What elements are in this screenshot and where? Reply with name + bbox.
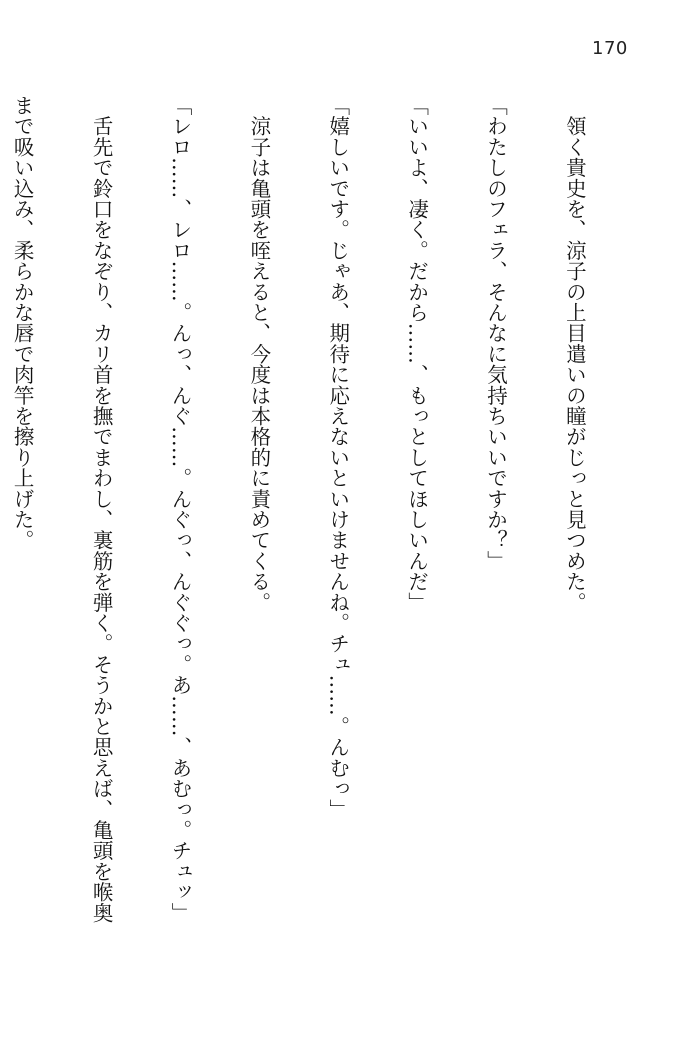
text-line: 「いいよ、凄く。だから……、もっとしてほしいんだ」 xyxy=(404,95,429,613)
text-line: 「わたしのフェラ、そんなに気持ちいいですか？」 xyxy=(483,95,508,572)
text-line: 「嬉しいです。じゃあ、期待に応えないといけませんね。チュ……。んむっ」 xyxy=(325,95,350,820)
page-number: 170 xyxy=(592,38,628,59)
text-line: 領く貴史を、涼子の上目遣いの瞳がじっと見つめた。 xyxy=(562,95,587,613)
text-line: 「レロ……、レロ……。んっ、んぐ……。んぐっ、んぐぐっ。あ……、あむっ。チュッ」 xyxy=(167,95,192,923)
text-line: 舌先で鈴口をなぞり、カリ首を撫でまわし、裏筋を弾く。そうかと思えば、亀頭を喉奥 xyxy=(89,95,114,923)
vertical-text-body xyxy=(10,95,640,995)
text-line: まで吸い込み、柔らかな唇で肉竿を擦り上げた。 xyxy=(10,95,35,551)
text-line: 涼子は亀頭を咥えると、今度は本格的に責めてくる。 xyxy=(246,95,271,613)
